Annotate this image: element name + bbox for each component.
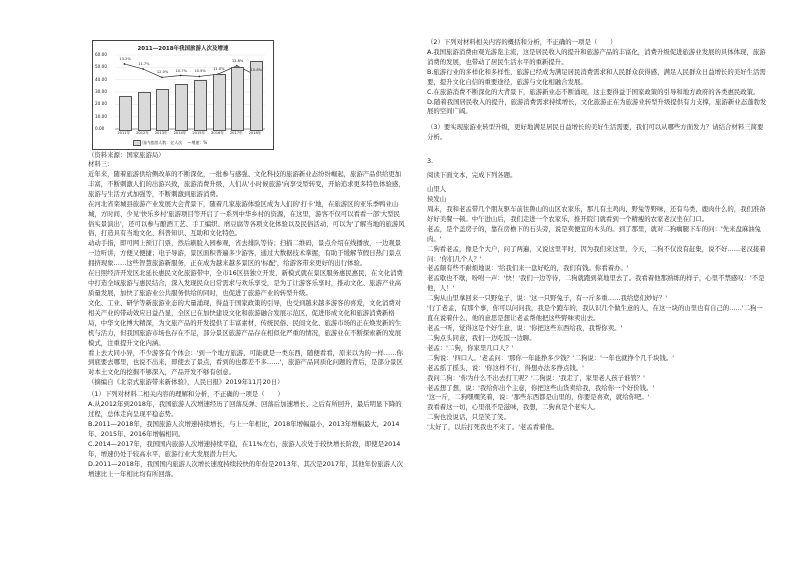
left-column bbox=[88, 160, 406, 480]
reading-instruction: 阅读下面文本，完成下列各题。 bbox=[427, 171, 517, 180]
answer-option: D.随着我国居民收入的提升，旅游消费需求持续增长，文化旅游正在为旅游业转型升级提供有力支撑，旅游新业态蓬勃发展的空间广阔。 bbox=[427, 97, 767, 116]
bar bbox=[119, 96, 132, 131]
growth-point bbox=[198, 76, 200, 78]
growth-data-label: 10.5% bbox=[194, 69, 206, 74]
answer-option: C.在旅游消费不断深化的大背景下，旅游新业态不断涌现，这主要得益于国家政策的引导和地方政府的各类惠民政策。 bbox=[427, 87, 760, 96]
y-tick-label: 0.00 bbox=[95, 126, 105, 131]
story-paragraph: 老孟颇有些不耐烦地说：'给我们来一盘好吃的，我们有钱。你看着办。' bbox=[427, 264, 629, 273]
tourism-chart bbox=[92, 40, 274, 150]
right-column bbox=[427, 38, 767, 433]
y-tick-label: 40.00 bbox=[95, 76, 107, 82]
y-tick-label: 30.00 bbox=[95, 89, 107, 94]
growth-data-label: 12.8% bbox=[231, 58, 244, 63]
growth-point bbox=[180, 75, 182, 77]
x-tick-label: 2011年 bbox=[117, 131, 131, 135]
story-paragraph: 老孟想了想，说：'我给你出个主意，你把这些山货卖给我，我给你一个好价钱。' bbox=[427, 383, 655, 392]
bar bbox=[175, 84, 188, 131]
material-heading: 材料三： bbox=[88, 160, 114, 168]
x-tick-label: 2013年 bbox=[154, 131, 168, 135]
growth-point bbox=[123, 63, 125, 65]
citation: （摘编自《北京式旅游带来新体验》，人民日报》2019年11月20日） bbox=[88, 378, 284, 387]
growth-point bbox=[161, 76, 163, 78]
material-paragraph: 在河北省栾城县旅游产业发展大会背景下，随着几家旅游体验区成为人们的'打卡'地，在旅游区的亚乐季鸭业山城，方时间、少见'快乐乡村'旅游项目等开启了一系列中华乡村的资源，在这里，游客不仅可以看看一部'大型民俗实景演出'，还可以参与酿酒工艺、手工编织、磨豆腐等各项文化体验以及民俗活动，可以为'了解当地的旅游风俗，打造具有当地文化、科普知识、互助和文化特色。 bbox=[88, 199, 405, 238]
story-paragraph: 老孟：'二狗，你家里几口人？' bbox=[427, 343, 514, 352]
legend-swatch-bars bbox=[133, 140, 141, 146]
material-paragraphs bbox=[88, 170, 406, 378]
answer-option: A.我国旅游消费由观光游览主流，这是居民收入的提升和旅游产品的丰富化，消费升级促进旅游业发展的具体体现，旅游消费的发展，也带动了居民生活水平的重新提升。 bbox=[427, 47, 766, 66]
answer-option: D.2011—2018年，我国国内旅游人次增长速度持续较快的年份是2013年，其次是2017年，其他年份旅游人次增速比上一年相比均有所回落。 bbox=[88, 459, 403, 478]
answer-option: A.从2012年到2018年，我国旅游人次增速经历了回落反弹、回落后加速增长、之后有所回升，最后明显下降的过程，总体走向呈现平稳态势。 bbox=[88, 400, 402, 419]
material-paragraph: 动动手指，即可网上预订门票，然后刷脸入园参观，省去排队等待；扫描二维码，景点介绍在线播放，一边观景一边听讲，方便又便捷；电子导游，景区面积普遍多少游客，通过大数据技术掌握，有助于缓解节假日热门景点拥挤现象……这些智慧旅游新服务，正在成为越来越多景区的'标配'，给游客带来更好的出行体验。 bbox=[88, 239, 402, 268]
answer-option: B.旅游行业的多样化和多样性，旅游已经成为满足居民消费需求和人民群众获得感，满足人民群众日益增长的美好生活需要，提升文化自信的重要途径，旅游与文化相融合发展。 bbox=[427, 67, 766, 86]
story-paragraph: 周末，我和老孟带几个朋友驱车前往鲁山的山区农家乐，那儿有土鸡肉、野兔等野味，还有鸟类、鹿肉什么的，我们准备好好美餐一顿。中午进山后，我们走进一个农家乐，推开院门就看到一个精瘦的农家老汉坐在门口。 bbox=[427, 204, 766, 223]
x-tick-label: 2018年 bbox=[248, 131, 262, 135]
x-tick-label: 2017年 bbox=[229, 131, 243, 135]
x-tick-label: 2016年 bbox=[211, 131, 224, 135]
story-paragraph: 二狗看老孟，像是个大户，问了两遍，又说这里平时，因为我们来这里，今天，二狗不仅没有赶集，说不好……老汉接着问：'你们几个人？' bbox=[427, 244, 766, 263]
question-2-options bbox=[427, 48, 767, 117]
bar bbox=[138, 92, 151, 131]
bar bbox=[156, 89, 169, 131]
x-tick-label: 2014年 bbox=[173, 131, 187, 135]
section-number: 3. bbox=[427, 157, 434, 166]
answer-option: C.2014—2017年，我国国内旅游人次增速持续平稳，在11%左右，旅游人次处于较快增长阶段，即使是2014年，增速仍处于较高水平，旅游行业大发展潜力巨大。 bbox=[88, 439, 401, 458]
chart-title: 2011—2018年我国旅游人次及增速 bbox=[137, 46, 229, 52]
story-author: 侯发山 bbox=[427, 194, 447, 203]
bar bbox=[194, 80, 207, 131]
chart-source: （资料来源：国家旅游局） bbox=[88, 151, 165, 159]
growth-data-label: 10.8% bbox=[250, 68, 263, 73]
question-1: （1）下列对材料二相关内容的理解和分析，不正确的一项是（ ） bbox=[88, 390, 284, 399]
growth-data-label: 12.0% bbox=[156, 70, 169, 75]
story-body bbox=[427, 205, 767, 433]
material-paragraph: 在日照经济开发区北延长惠民文化旅游带中，全市16区县独立开发，新模式就在景区服务惠民惠民，在文化消费中打造全域旅游与惠民结合，深入发现民众日常需求与欢乐享受，是为了让游客乐享时，推动文化、旅游产业高质量发展，加快了旅游业公共服务供给的同时，也促进了旅游产业的转型升级。 bbox=[88, 269, 403, 297]
question-3: （3）要实现旅游业转型升级，更好地满足居民日益增长的美好生活需要，我们可以从哪些方面发力？请结合材料三简要分析。 bbox=[427, 123, 764, 142]
question-2: （2）下列对材料相关内容的概括和分析，不正确的一项是（ ） bbox=[427, 38, 617, 46]
growth-data-label: 11.0% bbox=[213, 67, 225, 72]
material-paragraph: 近年来，随着旅游供给侧改革的不断深化，一批参与感强、文化科技的旅游新业态纷纷崛起，旅游产品供给更加丰富，不断刺激人们的出游兴致，旅游消费升级，人们从'小时候旅游'向享受型转变，开始追求更多特色体验感，旅游与生活方式加强等，不断刺激到旅游消费。 bbox=[88, 169, 405, 198]
story-paragraph: 二狗说：'四口人。'老孟问：'那你一年能挣多少钱？'二狗说：'一年也就挣个几千块钱。' bbox=[427, 353, 674, 362]
growth-data-label: 11.7% bbox=[138, 62, 150, 67]
story-paragraph: '这一斤，二狗嘿嘿笑着，说：'那些东西都是山里的，你要是喜欢，就给你吧。' bbox=[427, 393, 650, 402]
growth-point bbox=[142, 68, 144, 70]
legend-bars-label: 国内旅游人数：亿人次 bbox=[142, 140, 183, 145]
chart-legend bbox=[133, 140, 207, 146]
bar bbox=[231, 67, 244, 131]
story-paragraph: 我看着这一切，心里很不是滋味，我想，二狗真是个老实人。 bbox=[427, 403, 600, 412]
answer-option: B.2011—2018年，我国旅游人次增速持续增长，与上一年相比，2018年增幅最小，2013年增幅最大，2014年、2015年、2016年增幅相同。 bbox=[88, 419, 400, 438]
story-title: 山里人 bbox=[427, 185, 447, 194]
story-paragraph: 我问二狗：'你为什么不出去打工呢？'二狗说：'我走了，家里老人孩子谁管？' bbox=[427, 373, 645, 382]
y-tick-label: 10.00 bbox=[95, 113, 107, 119]
growth-data-label: 13.2% bbox=[119, 56, 131, 61]
material-paragraph: 看上去大同小异，不少游客有个体会：'到一个地方旅游，可能就是一类东西，随便看看，原来以为的一样……你到底要去哪里，也说不出来，即使去了景点，看到的也都差不多……'，旅游产品同质化问题的背后，是部分景区对本土文化的挖掘不够深入，产品开发不够有创意。 bbox=[88, 348, 403, 377]
x-tick-label: 2015年 bbox=[192, 131, 206, 135]
story-paragraph: '行了老孟，有那个事，你可以问问我，我是个跑车的，我认识几个做生意的人，在这一块的山里也有自己的……'二狗一直在说着什么，他的意思是想让老孟帮他把这些野味卖出去。 bbox=[427, 304, 763, 323]
story-paragraph: '太好了，以后打死我也不来了。'老孟看着他。 bbox=[427, 423, 559, 432]
growth-data-label: 10.7% bbox=[175, 68, 188, 73]
story-paragraph: 二狗点头同意，我们一边吃饭一边聊。 bbox=[427, 333, 536, 342]
story-paragraph: 二狗也没说话，只是笑了笑。 bbox=[427, 413, 511, 422]
story-paragraph: 老孟，是个盖房子的，靠在房檐下的石头旁，说是卖便宜的木头的。到了那里，就对二狗瘸腿下车的问：'先来盘麻油兔肉。' bbox=[427, 224, 762, 243]
y-tick-label: 50.00 bbox=[95, 64, 107, 70]
material-paragraph: 文化、工业、研学等新旅游业态的大量涌现，得益于国家政策的引导，也受到越来越多游客的喜爱，文化消费对相关产业的带动效应日益凸显，全区已在加快建设文化和旅游融合发展示范区，促进形成文化和旅游消费新格局，中华文化博大精深，为文旅产品的开发提供了丰富素材，传统民俗、民间文化、旅游市场的正在焕发新的生机与活力，但我国旅游市场也存在不足，部分景区旅游产品存在相似化严重的情况，旅游业在不断探索新的发展模式，注重提升文化内涵。 bbox=[88, 298, 402, 347]
story-paragraph: 老孟摇了摇头，说：'你这样不行，得想办法多挣点钱。' bbox=[427, 363, 584, 372]
question-1-options bbox=[88, 400, 406, 479]
y-tick-label: 20.00 bbox=[95, 101, 107, 107]
story-paragraph: 老孟歇也不歇，吩咐一声：'快！'我们一边等待，二狗就跑到菜地里去了。我看着他那熟练的样子，心里不禁感叹：'不是他，人！' bbox=[427, 274, 765, 293]
legend-line-label: —增速：% bbox=[187, 140, 208, 145]
y-tick-label: 60.00 bbox=[95, 52, 107, 57]
story-paragraph: 老孟一听，觉得这是个好生意，说：'你把这些东西给我，我帮你卖。' bbox=[427, 323, 623, 332]
bar bbox=[213, 74, 226, 131]
story-paragraph: 二狗从山里拿回来一只野兔子，说：'这一只野兔子，有一斤多重……我给您们炒好？' bbox=[427, 294, 667, 303]
x-tick-label: 2012年 bbox=[136, 131, 149, 135]
